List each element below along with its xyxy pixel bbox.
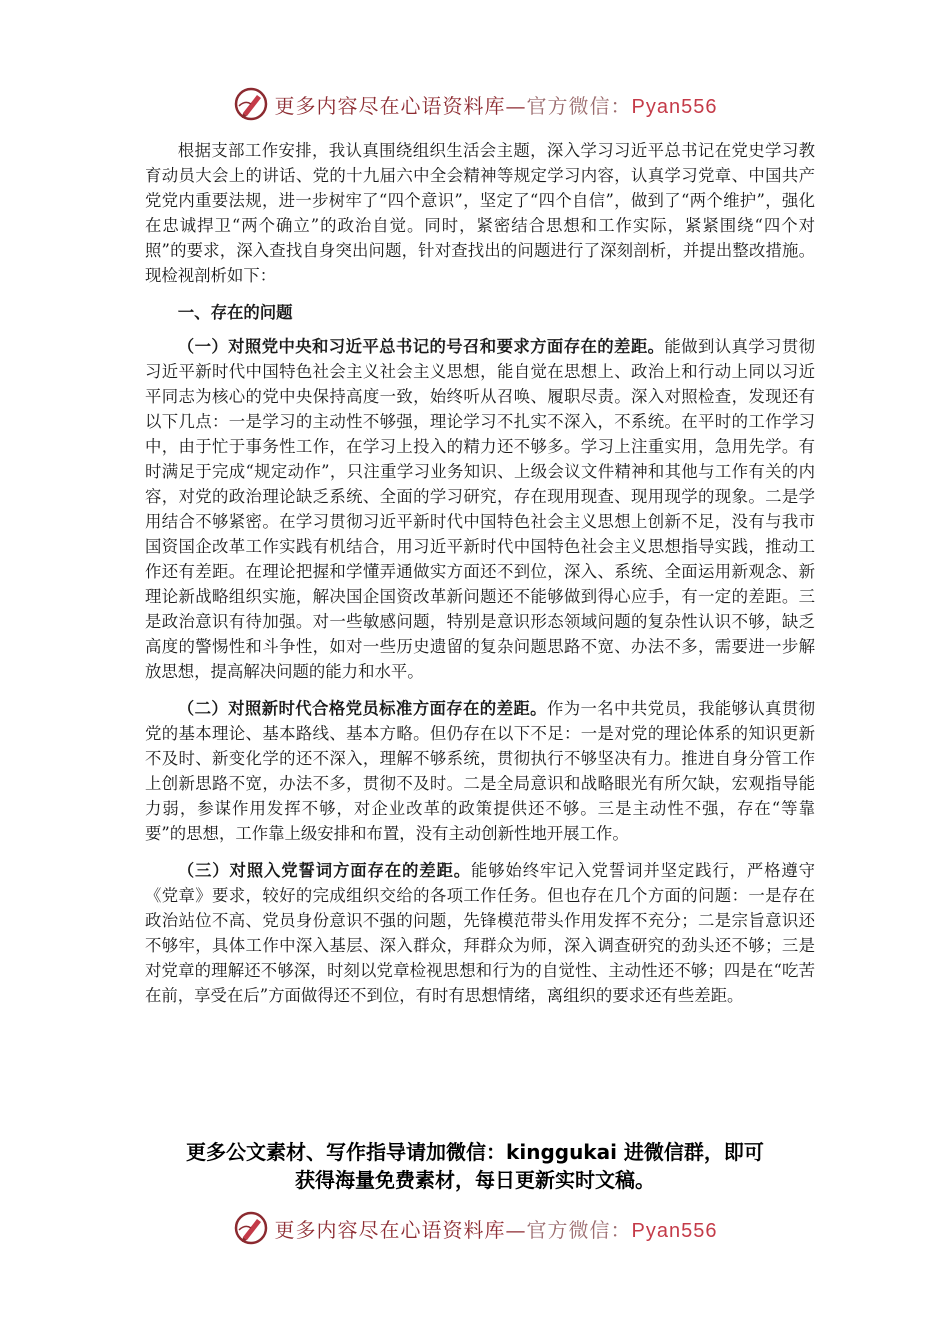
section-paragraph-3: [145, 858, 815, 1008]
pen-logo-icon: [233, 1210, 269, 1246]
intro-paragraph: 根据支部工作安排，我认真围绕组织生活会主题，深入学习习近平总书记在党史学习教育动员大会上的讲话、党的十九届六中全会精神等规定学习内容，认真学习党章、中国共产党党内重要法规，进一步树牢了“四个意识”，坚定了“四个自信”，做到了“两个维护”，强化在忠诚捍卫“两个确立”的政治自觉。同时，紧密结合思想和工作实际，紧紧围绕“四个对照”的要求，深入查找自身突出问题，针对查找出的问题进行了深刻剖析，并提出整改措施。现检视剖析如下：: [145, 141, 815, 285]
banner-site-name: 更多内容尽在心语资料库: [274, 93, 506, 118]
section-body-2: 作为一名中共党员，我能够认真贯彻党的基本理论、基本路线、基本方略。但仍存在以下不足：一是对党的理论体系的知识更新不及时、新变化学的还不深入，理解不够系统，贯彻执行不够坚决有力。推进自身分管工作上创新思路不宽，办法不多，贯彻不及时。二是全局意识和战略眼光有所欠缺，宏观指导能力弱，参谋作用发挥不够，对企业改革的政策提供还不够。三是主动性不强，存在“等靠要”的思想，工作靠上级安排和布置，没有主动创新性地开展工作。: [145, 699, 816, 843]
section-paragraph-1: [145, 334, 815, 684]
promo-line-1: 更多公文素材、写作指导请加微信：kinggukai 进微信群，即可: [186, 1140, 764, 1164]
banner-text: [275, 1214, 718, 1243]
banner-separator: —: [505, 1217, 527, 1242]
promo-line-2: 获得海量免费素材，每日更新实时文稿。: [295, 1168, 655, 1192]
pen-logo-icon: [233, 86, 269, 122]
banner-text: [275, 90, 718, 119]
section-title-2: （二）对照新时代合格党员标准方面存在的差距。: [177, 699, 547, 718]
footer-banner: [0, 1208, 950, 1248]
section-body-3: 能够始终牢记入党誓词并坚定践行，严格遵守《党章》要求，较好的完成组织交给的各项工作任务。但也存在几个方面的问题：一是存在政治站位不高、党员身份意识不强的问题，先锋模范带头作用发挥不充分；二是宗旨意识还不够牢，具体工作中深入基层、深入群众，拜群众为师，深入调查研究的劲头还不够；三是对党章的理解还不够深，时刻以党章检视思想和行为的自觉性、主动性还不够；四是在“吃苦在前，享受在后”方面做得还不到位，有时有思想情绪，离组织的要求还有些差距。: [145, 861, 816, 1005]
banner-separator: —: [505, 93, 527, 118]
section-title-3: （三）对照入党誓词方面存在的差距。: [177, 861, 471, 880]
section-title-1: （一）对照党中央和习近平总书记的号召和要求方面存在的差距。: [177, 337, 665, 356]
document-body: [145, 138, 815, 1020]
promo-notice: [120, 1138, 830, 1194]
section-paragraph-2: [145, 696, 815, 846]
banner-wechat-label: 官方微信：: [526, 93, 632, 118]
section-body-1: 能做到认真学习贯彻习近平新时代中国特色社会主义社会主义思想，能自觉在思想上、政治上和行动上同以习近平同志为核心的党中央保持高度一致，始终听从召唤、履职尽责。深入对照检查，发现还有以下几点：一是学习的主动性不够强，理论学习不扎实不深入，不系统。在平时的工作学习中，由于忙于事务性工作，在学习上投入的精力还不够多。学习上注重实用，急用先学。有时满足于完成“规定动作”，只注重学习业务知识、上级会议文件精神和其他与工作有关的内容，对党的政治理论缺乏系统、全面的学习研究，存在现用现查、现用现学的现象。二是学用结合不够紧密。在学习贯彻习近平新时代中国特色社会主义思想上创新不足，没有与我市国资国企改革工作实践有机结合，用习近平新时代中国特色社会主义思想指导实践，推动工作还有差距。在理论把握和学懂弄通做实方面还不到位，深入、系统、全面运用新观念、新理论新战略组织实施，解决国企国资改革新问题还不能够做到得心应手，有一定的差距。三是政治意识有待加强。对一些敏感问题，特别是意识形态领域问题的复杂性认识不够，缺乏高度的警惕性和斗争性，如对一些历史遗留的复杂问题思路不宽、办法不多，需要进一步解放思想，提高解决问题的能力和水平。: [145, 337, 816, 681]
banner-wechat-id: Pyan556: [631, 95, 718, 118]
banner-site-name: 更多内容尽在心语资料库: [274, 1217, 506, 1242]
section-heading: 一、存在的问题: [177, 303, 293, 322]
banner-wechat-id: Pyan556: [631, 1219, 718, 1242]
header-banner: [0, 84, 950, 124]
banner-wechat-label: 官方微信：: [526, 1217, 632, 1242]
